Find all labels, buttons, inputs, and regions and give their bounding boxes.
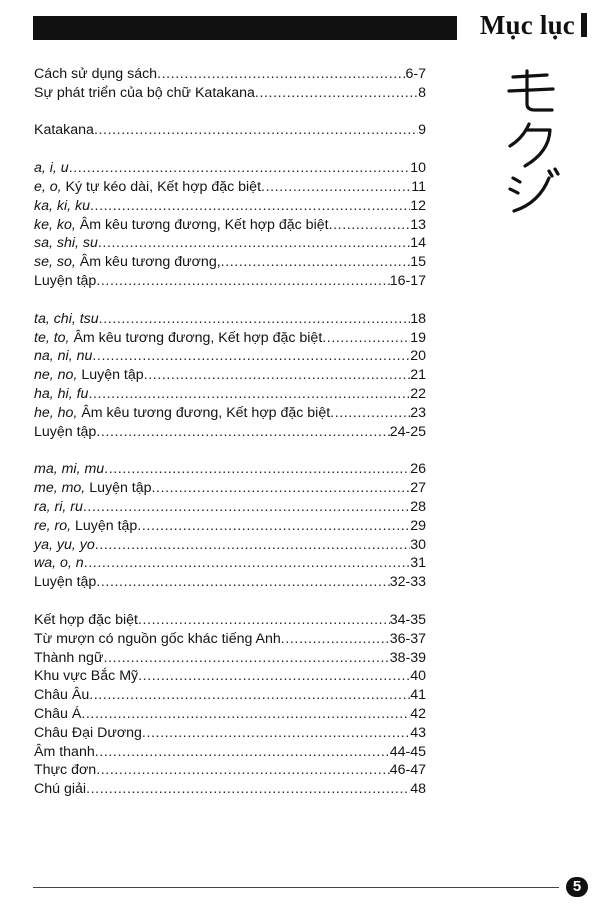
toc-entry-title: Châu Đại Dương [34,724,142,741]
toc-entry-label [34,780,86,798]
toc-leader-dots [138,667,410,685]
toc-entry-label [34,234,98,252]
toc-entry-title: Luyện tập [34,423,97,440]
toc-page-number: 14 [410,235,426,252]
toc-entry-label [34,705,81,723]
toc-entry-syllables: a, i, u [34,160,69,177]
toc-leader-dots [329,216,411,234]
toc-entry-label [34,366,144,384]
toc-entry-syllables: ha, hi, fu [34,385,89,402]
toc-page-number: 34-35 [389,611,426,628]
toc-leader-dots [86,780,410,798]
toc-entry-syllables: e, o, [34,178,62,195]
toc-entry-label [34,84,255,102]
page-title: Mục lục [479,10,575,40]
toc-leader-dots [92,347,410,365]
toc-leader-dots [255,84,418,102]
toc-entry-syllables: ka, ki, ku [34,197,90,214]
toc-page-number: 19 [410,329,426,346]
footer-rule [33,887,559,888]
toc-entry[interactable] [34,365,426,384]
toc-entry[interactable] [34,347,426,366]
toc-entry-label [34,517,137,535]
toc-page-number: 18 [410,310,426,327]
kana-decoration [505,68,565,218]
toc-page-number: 32-33 [389,574,426,591]
toc-page-number: 30 [410,536,426,553]
toc-entry-label [34,423,96,441]
toc-entry-title: Âm kêu tương đương, Kết hợp đặc biệt [77,404,331,421]
toc-leader-dots [261,178,411,196]
toc-entry-syllables: me, mo, [34,480,86,497]
toc-leader-dots [88,385,410,403]
page-number-badge: 5 [566,877,588,897]
toc-entry[interactable] [34,704,426,723]
toc-entry-label [34,216,329,234]
toc-page-number: 28 [410,498,426,515]
header-bar [33,16,457,40]
toc-entry-label [34,460,104,478]
toc-section-gap [34,139,426,158]
toc-entry[interactable] [34,516,426,535]
toc-page-number: 22 [410,385,426,402]
toc-page-number: 13 [410,216,426,233]
toc-page-number: 44-45 [389,743,426,760]
toc-entry[interactable] [34,685,426,704]
toc-page-number: 40 [410,668,426,685]
toc-leader-dots [104,460,410,478]
toc-leader-dots [330,404,410,422]
toc-leader-dots [96,573,389,591]
toc-page-number: 48 [410,781,426,798]
toc-entry-title: Luyện tập [71,517,138,534]
toc-entry[interactable] [34,629,426,648]
toc-page-number: 10 [410,160,426,177]
toc-entry[interactable] [34,271,426,290]
toc-entry[interactable] [34,779,426,798]
toc-entry-label [34,649,103,667]
header-end-block [581,13,587,37]
toc-entry-label [34,347,92,365]
toc-entry-title: Luyện tập [34,574,97,591]
toc-entry-label [34,554,84,572]
toc-entry[interactable] [34,234,426,253]
toc-entry-label [34,667,138,685]
toc-entry-label [34,178,261,196]
toc-page-number: 20 [410,348,426,365]
toc-leader-dots [152,479,411,497]
toc-entry-syllables: re, ro, [34,517,72,534]
toc-page-number: 41 [410,687,426,704]
toc-entry[interactable] [34,83,426,102]
toc-entry-title: Khu vực Bắc Mỹ [34,668,139,685]
toc-entry-syllables: he, ho, [34,404,78,421]
toc-entry-label [34,611,138,629]
toc-entry[interactable] [34,403,426,422]
toc-entry-title: Âm thanh [34,743,95,760]
toc-entry-label [34,253,221,271]
toc-entry-label [34,121,94,139]
toc-leader-dots [138,611,390,629]
toc-leader-dots [103,649,389,667]
toc-entry[interactable] [34,252,426,271]
toc-entry[interactable] [34,535,426,554]
toc-entry-syllables: ma, mi, mu [34,461,105,478]
toc-section-gap [34,591,426,610]
toc-entry[interactable] [34,648,426,667]
toc-entry[interactable] [34,742,426,761]
toc-entry-syllables: wa, o, n [34,555,84,572]
toc-entry-syllables: ra, ri, ru [34,498,83,515]
toc-entry-syllables: ne, no, [34,367,78,384]
toc-leader-dots [98,234,410,252]
toc-page-number: 6-7 [405,65,426,82]
toc-leader-dots [84,554,411,572]
toc-entry[interactable] [34,554,426,573]
toc-page-number: 23 [410,404,426,421]
toc-entry[interactable] [34,761,426,780]
toc-entry[interactable] [34,667,426,686]
toc-leader-dots [157,65,405,83]
toc-entry-title: Thực đơn [34,762,97,779]
toc-page-number: 31 [410,555,426,572]
toc-page-number: 36-37 [389,630,426,647]
toc-leader-dots [95,743,390,761]
toc-leader-dots [142,724,410,742]
toc-section-gap [34,102,426,121]
toc-entry[interactable] [34,64,426,83]
toc-page-number: 21 [410,367,426,384]
toc-entry[interactable] [34,460,426,479]
toc-entry[interactable] [34,196,426,215]
toc-entry[interactable] [34,422,426,441]
toc-entry-label [34,761,96,779]
toc-page-number: 8 [418,84,426,101]
toc-entry-label [34,329,322,347]
toc-entry-title: Ký tự kéo dài, Kết hợp đặc biệt [61,178,262,195]
toc-entry-syllables: na, ni, nu [34,348,93,365]
toc-entry-syllables: se, so, [34,254,76,271]
toc-entry[interactable] [34,723,426,742]
toc-entry-syllables: te, to, [34,329,70,346]
toc-entry[interactable] [34,497,426,516]
toc-entry-label [34,310,99,328]
toc-entry-label [34,630,281,648]
toc-page-number: 11 [411,178,426,195]
toc-page-number: 9 [418,122,426,139]
toc-entry[interactable] [34,478,426,497]
toc-leader-dots [69,159,411,177]
toc-entry-label [34,573,96,591]
toc-entry[interactable] [34,572,426,591]
toc-entry-label [34,404,330,422]
toc-leader-dots [322,329,410,347]
toc-entry-title: Âm kêu tương đương, [75,254,221,271]
toc-entry-label [34,197,90,215]
toc-entry[interactable] [34,309,426,328]
table-of-contents [34,64,426,798]
toc-leader-dots [96,423,389,441]
toc-section-gap [34,290,426,309]
toc-entry-label [34,385,88,403]
toc-page-number: 42 [410,705,426,722]
toc-entry-label [34,159,69,177]
toc-entry-title: Thành ngữ [34,649,104,666]
toc-entry-label [34,65,157,83]
toc-entry-title: Châu Âu [34,687,90,704]
toc-page-number: 24-25 [389,423,426,440]
toc-entry[interactable] [34,177,426,196]
toc-leader-dots [281,630,390,648]
toc-page-number: 27 [410,480,426,497]
toc-page-number: 38-39 [389,649,426,666]
toc-page-number: 46-47 [389,762,426,779]
toc-entry[interactable] [34,215,426,234]
toc-page-number: 29 [410,517,426,534]
toc-entry-title: Luyện tập [77,367,144,384]
toc-section-gap [34,441,426,460]
toc-leader-dots [144,366,411,384]
toc-page-number: 12 [410,197,426,214]
toc-entry[interactable] [34,384,426,403]
toc-entry[interactable] [34,121,426,140]
toc-leader-dots [94,121,418,139]
toc-entry-label [34,743,95,761]
toc-entry-label [34,724,142,742]
toc-entry-title: Luyện tập [85,480,152,497]
toc-entry-title: Châu Á [34,705,82,722]
toc-entry-syllables: sa, shi, su [34,235,98,252]
toc-entry-title: Sự phát triển của bộ chữ Katakana [34,84,255,101]
toc-page-number: 15 [410,254,426,271]
toc-leader-dots [137,517,410,535]
toc-leader-dots [95,536,410,554]
kana-mokuji-glyphs [505,68,565,218]
toc-entry-label [34,498,83,516]
toc-entry-syllables: ta, chi, tsu [34,310,99,327]
toc-entry-label [34,686,89,704]
toc-leader-dots [96,761,390,779]
toc-entry-title: Luyện tập [34,272,97,289]
toc-leader-dots [221,253,411,271]
toc-page-number: 16-17 [389,272,426,289]
toc-entry-label [34,479,152,497]
toc-entry-label [34,272,96,290]
toc-leader-dots [83,498,410,516]
toc-entry-title: Cách sử dụng sách [34,65,158,82]
toc-entry-syllables: ya, yu, yo [34,536,95,553]
toc-entry-title: Chú giải [34,781,87,798]
toc-page-number: 26 [410,461,426,478]
toc-leader-dots [89,686,410,704]
toc-entry-title: Kết hợp đặc biệt [34,611,138,628]
toc-entry[interactable] [34,328,426,347]
toc-page-number: 43 [410,724,426,741]
toc-entry-label [34,536,95,554]
toc-entry-title: Âm kêu tương đương, Kết hợp đặc biệt [75,216,329,233]
toc-entry-title: Từ mượn có nguồn gốc khác tiếng Anh [34,630,281,647]
toc-entry-syllables: ke, ko, [34,216,76,233]
toc-entry-title: Katakana [34,122,94,139]
toc-leader-dots [96,272,389,290]
toc-leader-dots [81,705,410,723]
header-title-group [480,10,587,40]
toc-leader-dots [99,310,411,328]
toc-entry[interactable] [34,158,426,177]
toc-entry[interactable] [34,610,426,629]
toc-leader-dots [90,197,410,215]
toc-entry-title: Âm kêu tương đương, Kết hợp đặc biệt [69,329,323,346]
